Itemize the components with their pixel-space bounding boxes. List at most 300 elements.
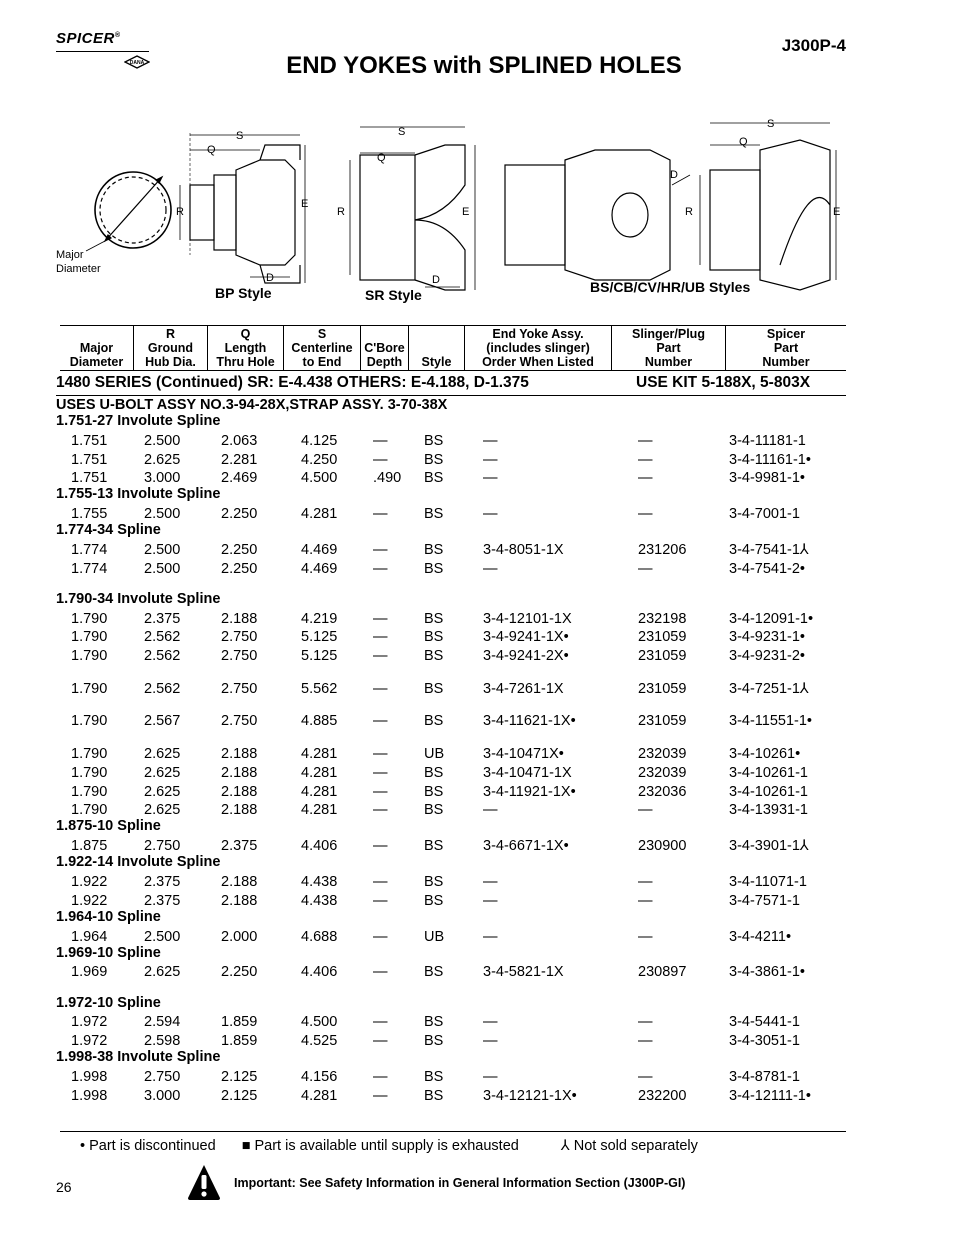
- table-cell: 3-4-7541-2•: [729, 561, 806, 577]
- col-header-line: [60, 327, 133, 341]
- col-header-line: Ground: [147, 341, 194, 355]
- table-cell: BS: [424, 611, 444, 627]
- table-cell: —: [638, 470, 653, 486]
- table-cell: —: [373, 629, 388, 645]
- dim-e-bp: E: [301, 198, 309, 210]
- sr-style-drawing: [350, 127, 475, 290]
- col-header-line: Major: [79, 341, 114, 355]
- table-cell: 2.250: [221, 506, 258, 522]
- table-cell: BS: [424, 713, 444, 729]
- safety-notice: Important: See Safety Information in General Information Section (J300P-GI): [234, 1176, 686, 1190]
- table-cell: 231059: [638, 681, 687, 697]
- table-cell: —: [373, 802, 388, 818]
- table-cell: BS: [424, 838, 444, 854]
- table-cell: 2.469: [221, 470, 258, 486]
- table-cell: 232039: [638, 765, 687, 781]
- table-cell: —: [373, 648, 388, 664]
- table-cell: 4.406: [301, 838, 338, 854]
- spline-group-heading: 1.964-10 Spline: [56, 909, 161, 925]
- table-cell: 1.790: [71, 713, 108, 729]
- warning-icon: [186, 1163, 222, 1201]
- table-cell: —: [373, 874, 388, 890]
- spline-group-heading: 1.774-34 Spline: [56, 522, 161, 538]
- table-cell: .490: [373, 470, 402, 486]
- table-cell: 4.500: [301, 470, 338, 486]
- dim-r-bp: R: [176, 206, 184, 218]
- table-cell: 1.790: [71, 629, 108, 645]
- spline-group-heading: USES U-BOLT ASSY NO.3-94-28X,STRAP ASSY. 3-70-38X: [56, 397, 448, 413]
- legend: [80, 1138, 698, 1154]
- col-header-line: Number: [762, 355, 810, 369]
- col-header-cbore-depth: [361, 326, 409, 370]
- table-cell: 2.567: [144, 713, 181, 729]
- table-cell: 2.625: [144, 765, 181, 781]
- dim-e-sr: E: [462, 206, 470, 218]
- dim-r-bs: R: [685, 206, 693, 218]
- table-cell: 1.751: [71, 433, 108, 449]
- table-cell: BS: [424, 681, 444, 697]
- table-cell: BS: [424, 1069, 444, 1085]
- table-cell: 3-4-13931-1: [729, 802, 808, 818]
- table-cell: 2.375: [221, 838, 258, 854]
- table-cell: 4.688: [301, 929, 338, 945]
- table-cell: 2.125: [221, 1088, 258, 1104]
- table-cell: —: [373, 1088, 388, 1104]
- table-cell: 5.125: [301, 629, 338, 645]
- table-cell: 3-4-7261-1X: [483, 681, 564, 697]
- table-cell: —: [373, 1069, 388, 1085]
- table-header: [60, 325, 846, 371]
- table-cell: 2.625: [144, 452, 181, 468]
- col-header-line: Thru Hole: [216, 355, 275, 369]
- table-cell: —: [373, 1033, 388, 1049]
- table-cell: 4.281: [301, 765, 338, 781]
- table-cell: 5.125: [301, 648, 338, 664]
- col-header-style: [409, 326, 465, 370]
- table-cell: BS: [424, 629, 444, 645]
- table-cell: 4.438: [301, 874, 338, 890]
- table-cell: —: [373, 433, 388, 449]
- table-cell: 4.219: [301, 611, 338, 627]
- table-cell: 2.562: [144, 648, 181, 664]
- table-cell: 3-4-3861-1•: [729, 964, 806, 980]
- table-cell: BS: [424, 561, 444, 577]
- dim-s-sr: S: [398, 126, 406, 138]
- table-cell: 1.998: [71, 1088, 108, 1104]
- table-cell: —: [483, 433, 498, 449]
- table-cell: 2.750: [221, 681, 258, 697]
- table-cell: 2.000: [221, 929, 258, 945]
- table-cell: 1.790: [71, 802, 108, 818]
- table-cell: 3-4-11621-1X•: [483, 713, 576, 729]
- table-cell: 3-4-8781-1: [729, 1069, 800, 1085]
- spline-group-heading: 1.969-10 Spline: [56, 945, 161, 961]
- table-cell: —: [638, 1069, 653, 1085]
- series-heading: [56, 373, 846, 396]
- col-header-line: [361, 327, 408, 341]
- table-cell: 3-4-11921-1X•: [483, 784, 576, 800]
- dim-d-bp: D: [266, 272, 274, 284]
- table-cell: 3-4-11181-1: [729, 433, 806, 449]
- table-cell: 5.562: [301, 681, 338, 697]
- table-cell: 3-4-7571-1: [729, 893, 800, 909]
- col-header-line: Style: [421, 355, 452, 369]
- table-cell: 3-4-4211•: [729, 929, 792, 945]
- table-cell: BS: [424, 784, 444, 800]
- col-header-line: Hub Dia.: [145, 355, 196, 369]
- table-cell: 2.625: [144, 784, 181, 800]
- table-cell: UB: [424, 929, 445, 945]
- brand-name: SPICER: [56, 30, 115, 47]
- legend-not-sold: ⅄ Not sold separately: [560, 1138, 698, 1154]
- table-cell: —: [483, 893, 498, 909]
- spline-group-heading: 1.922-14 Involute Spline: [56, 854, 221, 870]
- series-kit: USE KIT 5-188X, 5-803X: [636, 374, 811, 391]
- table-cell: 231059: [638, 648, 687, 664]
- col-header-line: Order When Listed: [482, 355, 594, 369]
- document-code: J300P-4: [781, 36, 846, 55]
- table-cell: 1.790: [71, 611, 108, 627]
- table-cell: BS: [424, 765, 444, 781]
- table-cell: —: [373, 838, 388, 854]
- table-cell: 4.281: [301, 784, 338, 800]
- table-cell: 232036: [638, 784, 687, 800]
- legend-rule: [60, 1131, 846, 1132]
- yoke-diagrams: [50, 115, 850, 303]
- table-cell: BS: [424, 874, 444, 890]
- table-cell: 4.125: [301, 433, 338, 449]
- table-cell: 1.998: [71, 1069, 108, 1085]
- col-header-line: R: [165, 327, 176, 341]
- table-cell: 232200: [638, 1088, 687, 1104]
- table-cell: 2.750: [144, 1069, 181, 1085]
- table-cell: —: [483, 561, 498, 577]
- table-cell: —: [638, 1033, 653, 1049]
- table-cell: 4.281: [301, 746, 338, 762]
- table-cell: BS: [424, 433, 444, 449]
- table-cell: 3-4-3051-1: [729, 1033, 800, 1049]
- col-header-spicer-part: [726, 326, 846, 370]
- dim-s-bp: S: [236, 130, 244, 142]
- table-cell: 3-4-10261-1: [729, 784, 808, 800]
- table-cell: 3-4-12111-1•: [729, 1088, 811, 1104]
- spline-group-heading: 1.751-27 Involute Spline: [56, 413, 221, 429]
- table-cell: —: [483, 874, 498, 890]
- table-cell: 2.250: [221, 561, 258, 577]
- table-cell: 2.375: [144, 611, 181, 627]
- table-cell: 2.188: [221, 893, 258, 909]
- table-cell: 2.188: [221, 611, 258, 627]
- table-cell: 2.188: [221, 765, 258, 781]
- col-header-centerline-to-end: [284, 326, 361, 370]
- table-cell: 2.281: [221, 452, 258, 468]
- dim-q-bp: Q: [207, 144, 216, 156]
- table-cell: 2.375: [144, 893, 181, 909]
- table-cell: 3-4-6671-1X•: [483, 838, 569, 854]
- table-cell: 3-4-5821-1X: [483, 964, 564, 980]
- table-cell: 2.188: [221, 874, 258, 890]
- table-cell: BS: [424, 470, 444, 486]
- table-cell: 1.972: [71, 1033, 108, 1049]
- table-cell: —: [483, 470, 498, 486]
- table-cell: —: [373, 746, 388, 762]
- col-header-line: Diameter: [69, 355, 124, 369]
- table-cell: 2.625: [144, 802, 181, 818]
- table-cell: 1.751: [71, 470, 108, 486]
- col-header-length-thru-hole: [208, 326, 284, 370]
- table-cell: —: [483, 929, 498, 945]
- dim-d-bs: D: [670, 169, 678, 181]
- table-cell: 2.750: [221, 648, 258, 664]
- col-header-line: End Yoke Assy.: [492, 327, 584, 341]
- table-cell: 2.063: [221, 433, 258, 449]
- col-header-line: Q: [240, 327, 251, 341]
- table-cell: 3-4-7251-1⅄: [729, 681, 809, 697]
- table-cell: 1.774: [71, 561, 108, 577]
- spline-group-heading: 1.998-38 Involute Spline: [56, 1049, 221, 1065]
- table-cell: 3-4-11551-1•: [729, 713, 812, 729]
- table-cell: —: [483, 1069, 498, 1085]
- table-cell: 3.000: [144, 1088, 181, 1104]
- table-cell: 2.250: [221, 542, 258, 558]
- table-cell: BS: [424, 964, 444, 980]
- sr-style-label: SR Style: [365, 287, 422, 303]
- bs-style-label: BS/CB/CV/HR/UB Styles: [590, 279, 751, 295]
- table-cell: 3.000: [144, 470, 181, 486]
- dim-q-sr: Q: [377, 152, 386, 164]
- col-header-line: Part: [656, 341, 681, 355]
- table-cell: 3-4-7541-1⅄: [729, 542, 809, 558]
- table-cell: —: [373, 964, 388, 980]
- table-cell: BS: [424, 648, 444, 664]
- table-cell: 1.969: [71, 964, 108, 980]
- table-cell: 4.469: [301, 561, 338, 577]
- table-cell: 1.859: [221, 1014, 258, 1030]
- table-cell: 2.598: [144, 1033, 181, 1049]
- table-cell: BS: [424, 1014, 444, 1030]
- table-cell: —: [483, 802, 498, 818]
- table-cell: 4.281: [301, 802, 338, 818]
- table-cell: 2.188: [221, 746, 258, 762]
- col-header-ground-hub-dia: [134, 326, 208, 370]
- col-header-major-diameter: [60, 326, 134, 370]
- spline-circle-drawing: [86, 172, 171, 251]
- col-header-line: Slinger/Plug: [632, 327, 705, 341]
- table-cell: 2.562: [144, 629, 181, 645]
- table-cell: —: [373, 542, 388, 558]
- dana-mark-text: DANA: [129, 60, 145, 66]
- col-header-line: [409, 341, 464, 355]
- table-cell: —: [373, 713, 388, 729]
- col-header-line: [409, 327, 464, 341]
- table-cell: 3-4-8051-1X: [483, 542, 564, 558]
- dim-e-bs: E: [833, 206, 841, 218]
- table-cell: —: [483, 1014, 498, 1030]
- table-cell: 2.500: [144, 561, 181, 577]
- dim-s-bs: S: [767, 118, 775, 130]
- table-cell: —: [638, 929, 653, 945]
- table-cell: 2.594: [144, 1014, 181, 1030]
- page-title: END YOKES with SPLINED HOLES: [286, 52, 682, 79]
- spline-group-heading: 1.972-10 Spline: [56, 995, 161, 1011]
- table-cell: 3-4-9241-1X•: [483, 629, 569, 645]
- table-cell: 4.250: [301, 452, 338, 468]
- table-cell: 4.406: [301, 964, 338, 980]
- table-cell: 3-4-12101-1X: [483, 611, 572, 627]
- table-cell: 232198: [638, 611, 687, 627]
- table-cell: 1.774: [71, 542, 108, 558]
- table-cell: 3-4-9231-2•: [729, 648, 806, 664]
- bp-style-drawing: [180, 133, 305, 283]
- table-cell: 1.859: [221, 1033, 258, 1049]
- table-cell: 1.790: [71, 681, 108, 697]
- col-header-line: S: [317, 327, 327, 341]
- table-cell: 3-4-11071-1: [729, 874, 807, 890]
- table-cell: 1.751: [71, 452, 108, 468]
- table-cell: —: [373, 765, 388, 781]
- table-cell: 230897: [638, 964, 687, 980]
- table-cell: 1.790: [71, 746, 108, 762]
- table-cell: 1.790: [71, 784, 108, 800]
- table-cell: BS: [424, 1088, 444, 1104]
- table-cell: —: [373, 506, 388, 522]
- spline-group-heading: 1.875-10 Spline: [56, 818, 161, 834]
- table-cell: 2.375: [144, 874, 181, 890]
- table-cell: 4.469: [301, 542, 338, 558]
- table-cell: —: [373, 929, 388, 945]
- table-cell: 232039: [638, 746, 687, 762]
- table-cell: 2.188: [221, 802, 258, 818]
- bp-style-label: BP Style: [215, 285, 272, 301]
- col-header-line: (includes slinger): [486, 341, 590, 355]
- col-header-line: Centerline: [291, 341, 353, 355]
- col-header-slinger-plug-part: [612, 326, 726, 370]
- table-cell: 2.562: [144, 681, 181, 697]
- table-cell: —: [373, 561, 388, 577]
- table-cell: 1.972: [71, 1014, 108, 1030]
- table-cell: 3-4-3901-1⅄: [729, 838, 809, 854]
- table-cell: 3-4-7001-1: [729, 506, 800, 522]
- col-header-line: Length: [224, 341, 267, 355]
- table-cell: —: [373, 452, 388, 468]
- table-cell: —: [373, 784, 388, 800]
- page-number: 26: [56, 1179, 72, 1195]
- table-cell: —: [638, 802, 653, 818]
- table-cell: 1.922: [71, 893, 108, 909]
- major-label: Major: [56, 249, 84, 261]
- spline-group-heading: 1.790-34 Involute Spline: [56, 591, 221, 607]
- table-cell: 2.625: [144, 964, 181, 980]
- table-cell: BS: [424, 542, 444, 558]
- yoke-drawings: [50, 115, 850, 300]
- table-cell: 4.281: [301, 1088, 338, 1104]
- dim-q-bs: Q: [739, 136, 748, 148]
- table-cell: 1.964: [71, 929, 108, 945]
- legend-supply: ■ Part is available until supply is exhausted: [241, 1138, 519, 1154]
- table-cell: 3-4-10471X•: [483, 746, 564, 762]
- table-cell: 2.500: [144, 506, 181, 522]
- table-cell: 4.500: [301, 1014, 338, 1030]
- table-cell: —: [483, 452, 498, 468]
- table-cell: UB: [424, 746, 445, 762]
- dim-r-sr: R: [337, 206, 345, 218]
- table-cell: 4.525: [301, 1033, 338, 1049]
- col-header-line: Part: [773, 341, 799, 355]
- table-cell: 3-4-10471-1X: [483, 765, 572, 781]
- table-cell: —: [638, 561, 653, 577]
- table-cell: —: [373, 681, 388, 697]
- table-cell: 1.790: [71, 765, 108, 781]
- table-cell: 2.750: [144, 838, 181, 854]
- table-cell: —: [638, 433, 653, 449]
- diameter-label: Diameter: [56, 263, 101, 275]
- table-cell: 2.500: [144, 433, 181, 449]
- table-cell: —: [373, 1014, 388, 1030]
- table-cell: BS: [424, 893, 444, 909]
- table-cell: —: [638, 893, 653, 909]
- table-cell: BS: [424, 802, 444, 818]
- brand-logo: [56, 30, 151, 66]
- table-cell: 2.625: [144, 746, 181, 762]
- table-cell: BS: [424, 1033, 444, 1049]
- table-cell: —: [483, 506, 498, 522]
- table-cell: 3-4-11161-1•: [729, 452, 811, 468]
- table-cell: 230900: [638, 838, 687, 854]
- table-cell: 3-4-10261•: [729, 746, 801, 762]
- table-cell: 2.500: [144, 542, 181, 558]
- col-header-line: C'Bore: [364, 341, 405, 355]
- table-cell: 4.885: [301, 713, 338, 729]
- table-cell: 2.250: [221, 964, 258, 980]
- col-header-line: Spicer: [766, 327, 806, 341]
- col-header-end-yoke-assy: [465, 326, 612, 370]
- table-cell: —: [638, 1014, 653, 1030]
- dim-d-sr: D: [432, 274, 440, 286]
- table-cell: —: [638, 874, 653, 890]
- table-cell: 3-4-5441-1: [729, 1014, 800, 1030]
- spline-group-heading: 1.755-13 Involute Spline: [56, 486, 221, 502]
- table-cell: 2.750: [221, 629, 258, 645]
- table-cell: —: [483, 1033, 498, 1049]
- table-cell: —: [373, 611, 388, 627]
- table-cell: BS: [424, 452, 444, 468]
- legend-discontinued: • Part is discontinued: [80, 1138, 216, 1154]
- series-spec: 1480 SERIES (Continued) SR: E-4.438 OTHERS: E-4.188, D-1.375: [56, 374, 529, 391]
- table-cell: 3-4-9231-1•: [729, 629, 806, 645]
- table-cell: 1.922: [71, 874, 108, 890]
- table-cell: 1.755: [71, 506, 108, 522]
- table-cell: 3-4-9241-2X•: [483, 648, 569, 664]
- table-cell: 3-4-12121-1X•: [483, 1088, 577, 1104]
- table-cell: 231206: [638, 542, 687, 558]
- table-cell: 231059: [638, 713, 687, 729]
- table-cell: 2.125: [221, 1069, 258, 1085]
- table-cell: 2.188: [221, 784, 258, 800]
- table-cell: 4.438: [301, 893, 338, 909]
- col-header-line: Depth: [366, 355, 403, 369]
- bs-style-drawing: [505, 123, 836, 290]
- table-cell: 2.750: [221, 713, 258, 729]
- col-header-line: Number: [644, 355, 693, 369]
- table-cell: 4.156: [301, 1069, 338, 1085]
- table-cell: 231059: [638, 629, 687, 645]
- table-cell: BS: [424, 506, 444, 522]
- table-cell: 2.500: [144, 929, 181, 945]
- table-cell: 4.281: [301, 506, 338, 522]
- table-cell: 3-4-9981-1•: [729, 470, 806, 486]
- col-header-line: to End: [302, 355, 342, 369]
- table-cell: 3-4-12091-1•: [729, 611, 814, 627]
